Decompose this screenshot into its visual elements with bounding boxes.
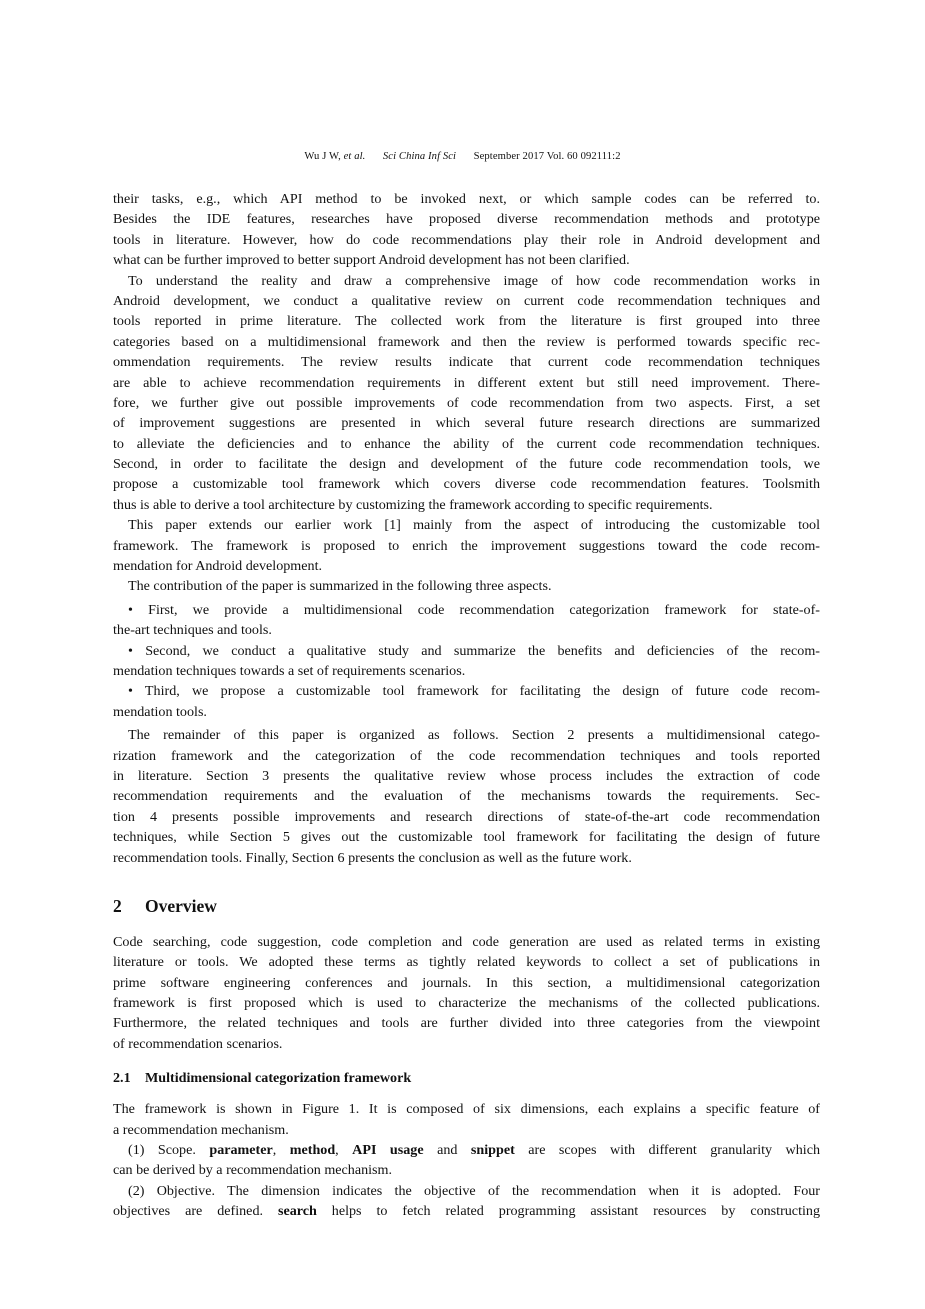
contribution-item xyxy=(113,600,820,641)
section-title: Overview xyxy=(145,895,217,916)
text-line: are able to achieve recommendation requirements in different extent but still need improvement. There- xyxy=(113,374,820,391)
text-line: This paper extends our earlier work [1] mainly from the aspect of introducing the customizable tool xyxy=(128,517,820,534)
text-line xyxy=(113,1140,820,1160)
text-line: Besides the IDE features, researches have proposed diverse recommendation methods and prototype xyxy=(113,211,820,228)
text-line: literature or tools. We adopted these terms as tightly related keywords to collect a set of publications in xyxy=(113,954,820,971)
text-line: of improvement suggestions are presented in which several future research directions are summarized xyxy=(113,415,820,432)
text-line: Android development, we conduct a qualitative review on current code recommendation techniques and xyxy=(113,292,820,309)
text-line: a recommendation mechanism. xyxy=(113,1121,289,1138)
text-line: mendation tools. xyxy=(113,703,207,720)
text-line: what can be further improved to better support Android development has not been clarified. xyxy=(113,252,630,269)
text-line: the-art techniques and tools. xyxy=(113,622,272,639)
page-body xyxy=(113,189,820,1222)
text-line: To understand the reality and draw a comprehensive image of how code recommendation works in xyxy=(128,272,820,289)
text-run: and xyxy=(423,1142,471,1159)
term-parameter: parameter xyxy=(209,1142,273,1159)
text-line: in literature. Section 3 presents the qualitative review whose process includes the extraction of code xyxy=(113,767,820,784)
text-line: framework. The framework is proposed to enrich the improvement suggestions toward the code recom- xyxy=(113,537,820,554)
text-line: prime software engineering conferences and journals. In this section, a multidimensional categorization xyxy=(113,974,820,991)
text-line: tools in literature. However, how do code recommendations play their role in Android development and xyxy=(113,231,820,248)
intro-paragraph-5 xyxy=(113,725,820,868)
header-etal: et al. xyxy=(343,151,366,162)
text-line: thus is able to derive a tool architecture by customizing the framework according to specific requirements. xyxy=(113,496,713,513)
header-issue: September 2017 Vol. 60 092111:2 xyxy=(473,151,621,162)
section-number: 2 xyxy=(113,895,122,916)
text-line: recommendation requirements and the evaluation of the mechanisms towards the requirements. Sec- xyxy=(113,788,820,805)
intro-paragraph-2 xyxy=(113,271,820,516)
header-journal: Sci China Inf Sci xyxy=(382,151,457,162)
text-line: (2) Objective. The dimension indicates the objective of the recommendation when it is adopted. Four xyxy=(128,1182,820,1199)
intro-paragraph-1 xyxy=(113,189,820,271)
scope-paragraph xyxy=(113,1140,820,1181)
text-line: rization framework and the categorization of the code recommendation techniques and tools reported xyxy=(113,747,820,764)
text-line: Second, in order to facilitate the design and development of the future code recommendation tools, we xyxy=(113,456,820,473)
subsection-title: Multidimensional categorization framework xyxy=(145,1070,412,1087)
text-line: mendation for Android development. xyxy=(113,558,323,575)
text-line: The remainder of this paper is organized as follows. Section 2 presents a multidimensional catego- xyxy=(128,727,820,744)
intro-paragraph-4 xyxy=(113,576,820,596)
text-line: • Third, we propose a customizable tool framework for facilitating the design of future code recom- xyxy=(128,683,820,700)
text-line: can be derived by a recommendation mechanism. xyxy=(113,1162,393,1179)
text-run: , xyxy=(335,1142,353,1159)
running-header xyxy=(0,151,925,162)
term-search: search xyxy=(277,1203,317,1220)
text-line: categories based on a multidimensional framework and then the review is performed towards specific rec- xyxy=(113,333,820,350)
contribution-list xyxy=(113,600,820,722)
text-run: , xyxy=(272,1142,290,1159)
text-line: • Second, we conduct a qualitative study and summarize the benefits and deficiencies of the recom- xyxy=(128,642,820,659)
text-line: tools reported in prime literature. The collected work from the literature is first grouped into three xyxy=(113,313,820,330)
text-line: propose a customizable tool framework which covers diverse code recommendation features. Toolsmith xyxy=(113,476,820,493)
text-line: Furthermore, the related techniques and tools are further divided into three categories from the viewpoint xyxy=(113,1015,820,1032)
section2-paragraph-1 xyxy=(113,932,820,1054)
text-run: (1) Scope. xyxy=(128,1142,210,1159)
text-run: helps to fetch related programming assistant resources by constructing xyxy=(316,1203,820,1220)
text-line: fore, we further give out possible improvements of code recommendation from two aspects. First, a set xyxy=(113,394,820,411)
text-line: Code searching, code suggestion, code completion and code generation are used as related terms in existing xyxy=(113,933,820,950)
text-line: The framework is shown in Figure 1. It is composed of six dimensions, each explains a specific feature of xyxy=(113,1101,820,1118)
text-line: The contribution of the paper is summarized in the following three aspects. xyxy=(128,578,552,595)
text-run: are scopes with different granularity which xyxy=(514,1142,821,1159)
text-line: their tasks, e.g., which API method to be invoked next, or which sample codes can be referred to. xyxy=(113,191,820,207)
text-line: to alleviate the deficiencies and to enhance the ability of the current code recommendation techniques. xyxy=(113,435,820,452)
section21-paragraph-1 xyxy=(113,1099,820,1140)
text-line: ommendation requirements. The review results indicate that current code recommendation techniques xyxy=(113,354,820,371)
contribution-item xyxy=(113,641,820,682)
objective-paragraph xyxy=(113,1181,820,1222)
intro-paragraph-3 xyxy=(113,515,820,576)
text-line: • First, we provide a multidimensional code recommendation categorization framework for state-of- xyxy=(128,601,820,618)
text-line: mendation techniques towards a set of requirements scenarios. xyxy=(113,662,466,679)
text-run: objectives are defined. xyxy=(113,1203,278,1220)
text-line: recommendation tools. Finally, Section 6 presents the conclusion as well as the future work. xyxy=(113,849,632,866)
text-line: tion 4 presents possible improvements and research directions of state-of-the-art code recommendation xyxy=(113,808,820,825)
text-line xyxy=(113,1201,820,1221)
subsection-heading xyxy=(113,1068,820,1088)
header-authors: Wu J W, xyxy=(304,151,341,162)
text-line: framework is first proposed which is used to characterize the mechanisms of the collected publications. xyxy=(113,995,820,1012)
subsection-number: 2.1 xyxy=(113,1070,131,1087)
term-api-usage: API usage xyxy=(352,1142,424,1159)
text-line: techniques, while Section 5 gives out the customizable tool framework for facilitating the design of future xyxy=(113,829,820,846)
contribution-item xyxy=(113,681,820,722)
term-snippet: snippet xyxy=(470,1142,515,1159)
text-line: of recommendation scenarios. xyxy=(113,1035,283,1052)
term-method: method xyxy=(289,1142,336,1159)
section-heading xyxy=(113,894,820,918)
